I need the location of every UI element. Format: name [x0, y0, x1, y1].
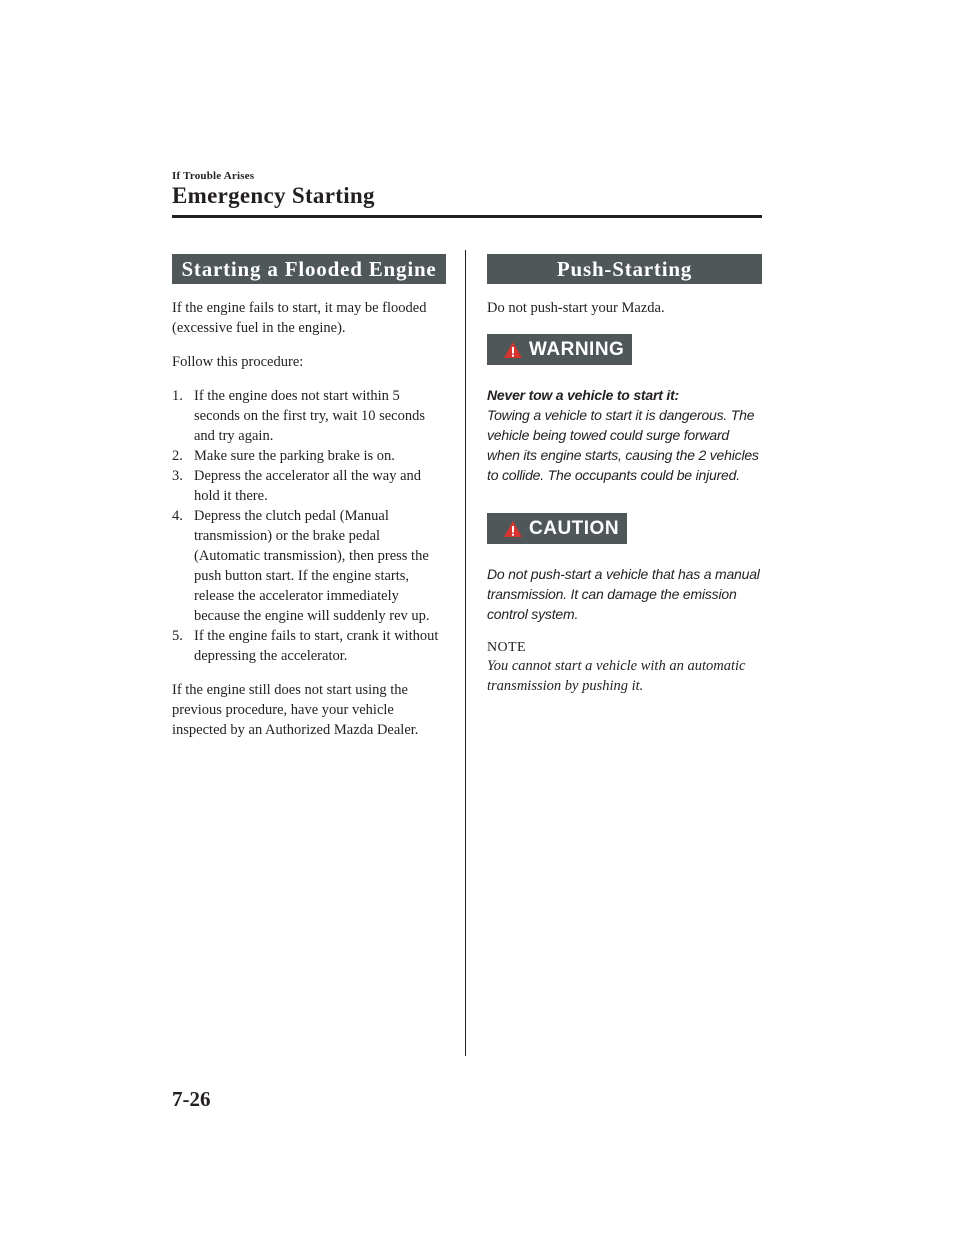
note-text: You cannot start a vehicle with an automatic transmission by pushing it. — [487, 658, 746, 694]
note-label: NOTE — [487, 640, 526, 655]
caution-label-text: CAUTION — [529, 517, 620, 539]
step-number: 2. — [172, 448, 183, 464]
warning-triangle-icon — [503, 341, 523, 359]
step-4 — [172, 506, 446, 626]
step-5 — [172, 626, 446, 666]
caution-label — [487, 513, 627, 544]
warning-label-text: WARNING — [529, 338, 625, 360]
caution-triangle-icon — [503, 520, 523, 538]
flooded-intro: If the engine fails to start, it may be flooded (excessive fuel in the engine). — [172, 300, 427, 336]
step-number: 5. — [172, 628, 183, 644]
step-number: 1. — [172, 388, 183, 404]
step-text: Depress the clutch pedal (Manual transmission) or the brake pedal (Automatic transmission), then press the push button start. If the engine starts, release the accelerator immediately because the engine will suddenly rev up. — [194, 508, 430, 624]
step-1 — [172, 386, 446, 446]
step-2 — [172, 446, 446, 466]
step-number: 3. — [172, 468, 183, 484]
procedure-steps — [172, 386, 446, 666]
warning-label — [487, 334, 632, 365]
warning-title: Never tow a vehicle to start it: — [487, 387, 679, 403]
flooded-closing: If the engine still does not start using the previous procedure, have your vehicle inspected by an Authorized Mazda Dealer. — [172, 682, 419, 738]
page-number: 7-26 — [172, 1087, 211, 1111]
right-column — [487, 254, 762, 696]
flooded-engine-banner: Starting a Flooded Engine — [172, 254, 446, 284]
step-text: Make sure the parking brake is on. — [194, 448, 395, 464]
step-number: 4. — [172, 508, 183, 524]
push-starting-banner: Push-Starting — [487, 254, 762, 284]
step-text: Depress the accelerator all the way and hold it there. — [194, 468, 422, 504]
heading-rule — [172, 215, 762, 218]
column-divider — [465, 250, 466, 1056]
page-title: Emergency Starting — [172, 183, 375, 208]
step-text: If the engine does not start within 5 seconds on the first try, wait 10 seconds and try again. — [194, 388, 426, 444]
push-intro: Do not push-start your Mazda. — [487, 300, 665, 316]
left-column — [172, 254, 446, 740]
step-text: If the engine fails to start, crank it without depressing the accelerator. — [194, 628, 439, 664]
warning-text: Towing a vehicle to start it is dangerous. The vehicle being towed could surge forward when its engine starts, causing the 2 vehicles to collide. The occupants could be injured. — [487, 407, 759, 483]
caution-text: Do not push-start a vehicle that has a manual transmission. It can damage the emission control system. — [487, 566, 760, 622]
procedure-lead: Follow this procedure: — [172, 354, 304, 370]
step-3 — [172, 466, 446, 506]
section-kicker: If Trouble Arises — [172, 170, 255, 182]
